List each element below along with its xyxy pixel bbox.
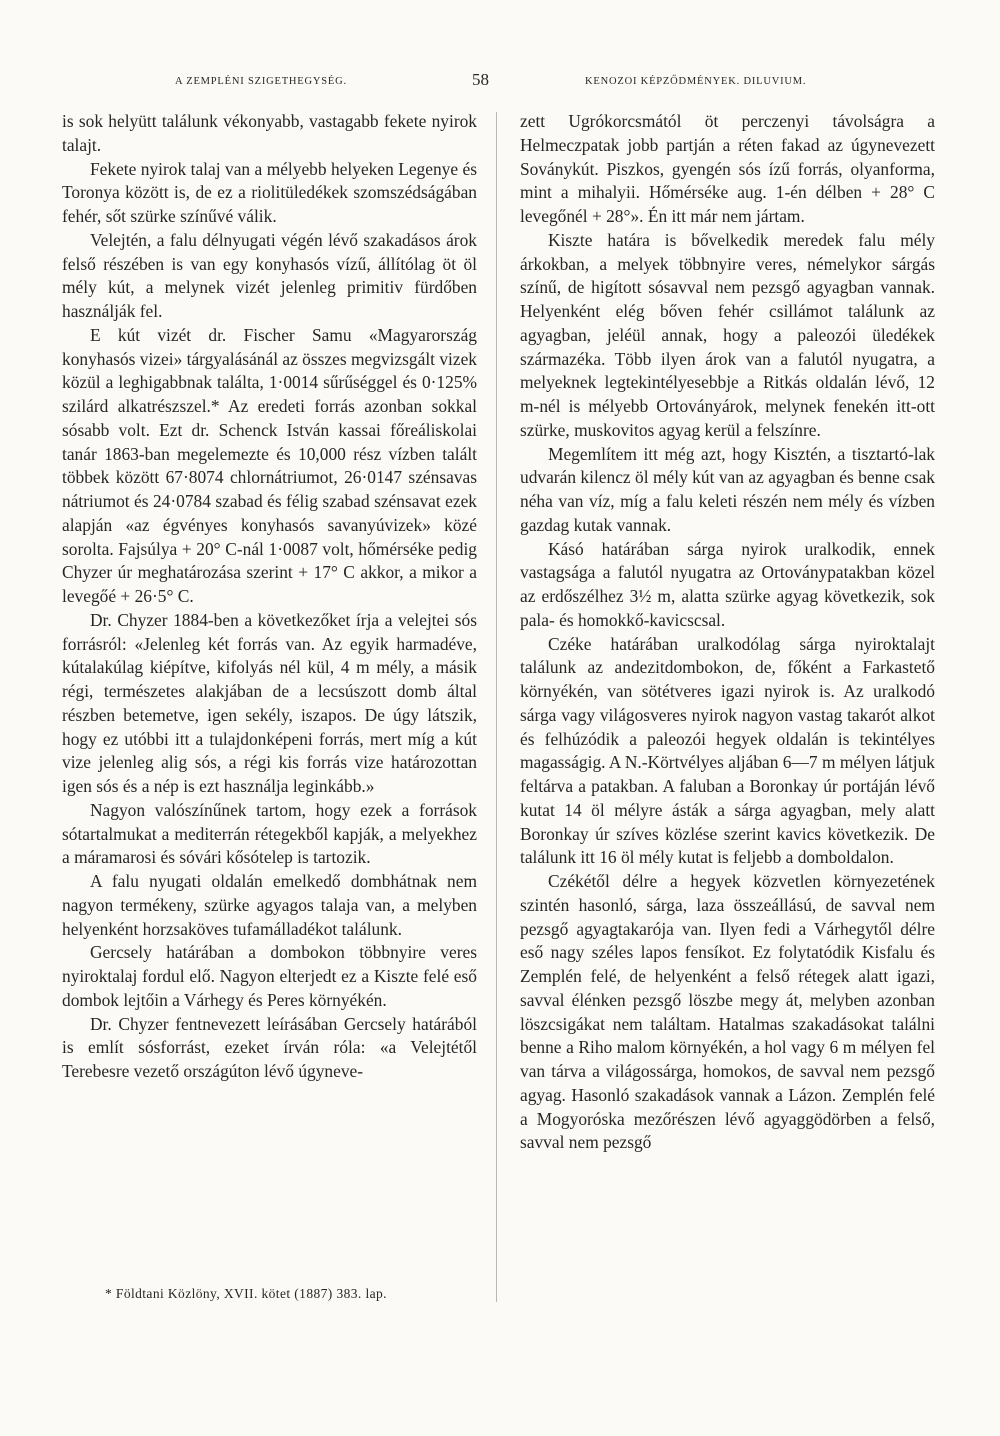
column-divider: [496, 112, 497, 1302]
header-left-title: A ZEMPLÉNI SZIGETHEGYSÉG.: [175, 76, 347, 87]
paragraph: Kásó határában sárga nyirok uralkodik, ennek vastagsága a falutól nyugatra az Ortoványpatakban közel az erdőszélhez 3½ m, alatta szürke agyag következik, sok pala- és homokkő-kavicscsal.: [520, 538, 935, 630]
paragraph: Velejtén, a falu délnyugati végén lévő szakadásos árok felső részében is van egy konyhasós vízű, állítólag öt öl mély kút, a melynek vizét jelenleg primitiv fürdőben használják fel.: [62, 229, 477, 321]
paragraph: A falu nyugati oldalán emelkedő dombhátnak nem nagyon termékeny, szürke agyagos talaja van, a melyben helyenként horzsaköves tufamálladékot találunk.: [62, 871, 477, 939]
paragraph: is sok helyütt találunk vékonyabb, vastagabb fekete nyirok talajt.: [62, 111, 477, 155]
header-right-title: KENOZOI KÉPZŐDMÉNYEK. DILUVIUM.: [585, 76, 807, 87]
paragraph: Czéke határában uralkodólag sárga nyiroktalajt találunk az andezitdombokon, de, főként a Farkastető környékén, van sötétveres igazi nyirok is. Az uralkodó sárga vagy világosveres nyirok nagyon vastag takarót alkot és felhúzódik a paleozói hegyek oldalán is tekintélyes magasságig. A N.-Körtvélyes aljában 6—7 m mélyen látjuk feltárva a patakban. A faluban a Boronkay úr portáján lévő kutat 14 öl mélyre ásták a sárga agyagban, mely alatt Boronkay úr szíves közlése szerint kavics következik. De találunk itt 16 öl mély kutat is feljebb a domboldalon.: [520, 633, 935, 868]
paragraph: zett Ugrókorcsmától öt perczenyi távolságra a Helmeczpatak jobb partján a réten fakad az úgynevezett Soványkút. Piszkos, gyengén sós ízű forrás, olyanforma, mint a mihalyii. Hőmérséke aug. 1-én délben + 28° C levegőnél + 28°». Én itt már nem jártam.: [520, 111, 935, 226]
page-number: 58: [472, 70, 489, 89]
left-column: [62, 110, 477, 1084]
right-column: [520, 110, 935, 1155]
paragraph: Dr. Chyzer fentnevezett leírásában Gercsely határából is említ sósforrást, ezeket írván róla: «a Velejtétől Terebesre vezető országúton lévő úgyneve-: [62, 1013, 477, 1081]
paragraph: Fekete nyirok talaj van a mélyebb helyeken Legenye és Toronya között is, de ez a riolitüledékek szomszédságában fehér, sőt szürke színűvé válik.: [62, 158, 477, 226]
paragraph: Megemlítem itt még azt, hogy Kisztén, a tisztartó-lak udvarán kilencz öl mély kút van az agyagban és benne csak néha van víz, míg a falu keleti részén nem mély és vízben gazdag kutak vannak.: [520, 443, 935, 535]
paragraph: Kiszte határa is bővelkedik meredek falu mély árkokban, a melyek többnyire veres, némelykor sárgás színű, de higított sósavval nem pezsgő agyagban vannak. Helyenként elég bőven fehér csillámot találunk az agyagban, jeléül annak, hogy a paleozói üledékek származéka. Több ilyen árok van a falutól nyugatra, a melyeknek legtekintélyesebbje a Ritkás oldalán lévő, 12 m-nél is mélyebb Ortoványárok, melynek fenekén itt-ott szürke, muskovitos agyag kerül a felszínre.: [520, 229, 935, 440]
running-header: [0, 70, 1000, 94]
paragraph: Nagyon valószínűnek tartom, hogy ezek a források sótartalmukat a mediterrán rétegekből kapják, a melyekhez a máramarosi és sóvári kősótelep is tartozik.: [62, 799, 477, 868]
paragraph: Czékétől délre a hegyek közvetlen környezetének szintén hasonló, sárga, laza összeállású, de savval nem pezsgő agyagtakarója van. Ilyen fedi a Várhegytől délre eső nagy széles lapos fensíkot. Ez folytatódik Kisfalu és Zemplén felé, de helyenként a felső rétegek alatt igazi, savval élénken pezsgő löszbe megy át, melyben azonban löszcsigákat nem találtam. Hatalmas szakadásokat találni benne a Riho malom környékén, a hol vagy 6 m mélyen fel van tárva a világossárga, homokos, de savval nem pezsgő agyag. Hasonló szakadások vannak a Lázon. Zemplén felé a Mogyoróska mezőrészen lévő agyaggödörben a felső, savval nem pezsgő: [520, 871, 935, 1153]
footnote: * Földtani Közlöny, XVII. kötet (1887) 383. lap.: [105, 1286, 387, 1301]
paragraph: E kút vizét dr. Fischer Samu «Magyarország konyhasós vizei» tárgyalásánál az összes megvizsgált vizek közül a leghigabbnak találta, 1·0014 sűrűséggel és 0·125% szilárd alkatrészszel.* Az eredeti forrás azonban sokkal sósabb volt. Ezt dr. Schenck István kassai főreáliskolai tanár 1863-ban megelemezte és 10,000 rész vízben talált többek között 67·8074 chlornátriumot, 26·0147 szénsavas nátriumot és 24·0784 szabad és félig szabad szénsavat ezek alapján «az égvényes konyhasós savanyúvizek» közé sorolta. Fajsúlya + 20° C-nál 1·0087 volt, hőmérséke pedig Chyzer úr meghatározása szerint + 17° C akkor, a mikor a levegőé + 26·5° C.: [62, 324, 477, 606]
paragraph: Gercsely határában a dombokon többnyire veres nyiroktalaj fordul elő. Nagyon elterjedt ez a Kiszte felé eső dombok lejtőin a Várhegy és Peres környékén.: [62, 942, 477, 1010]
paragraph: Dr. Chyzer 1884-ben a következőket írja a velejtei sós forrásról: «Jelenleg két forrás van. Az egyik harmadéve, kútalakúlag kiépítve, kifolyás nél kül, 4 m mély, a másik régi, természetes alakjában de a lecsúszott domb által részben betemetve, igen sekély, iszapos. De úgy látszik, hogy ez utóbbi itt a tulajdonképeni forrás, mert míg a kút vize jelenleg alig sós, a régi kis forrás vize határozottan igen sós és a nép is ezt használja leginkább.»: [62, 609, 477, 796]
